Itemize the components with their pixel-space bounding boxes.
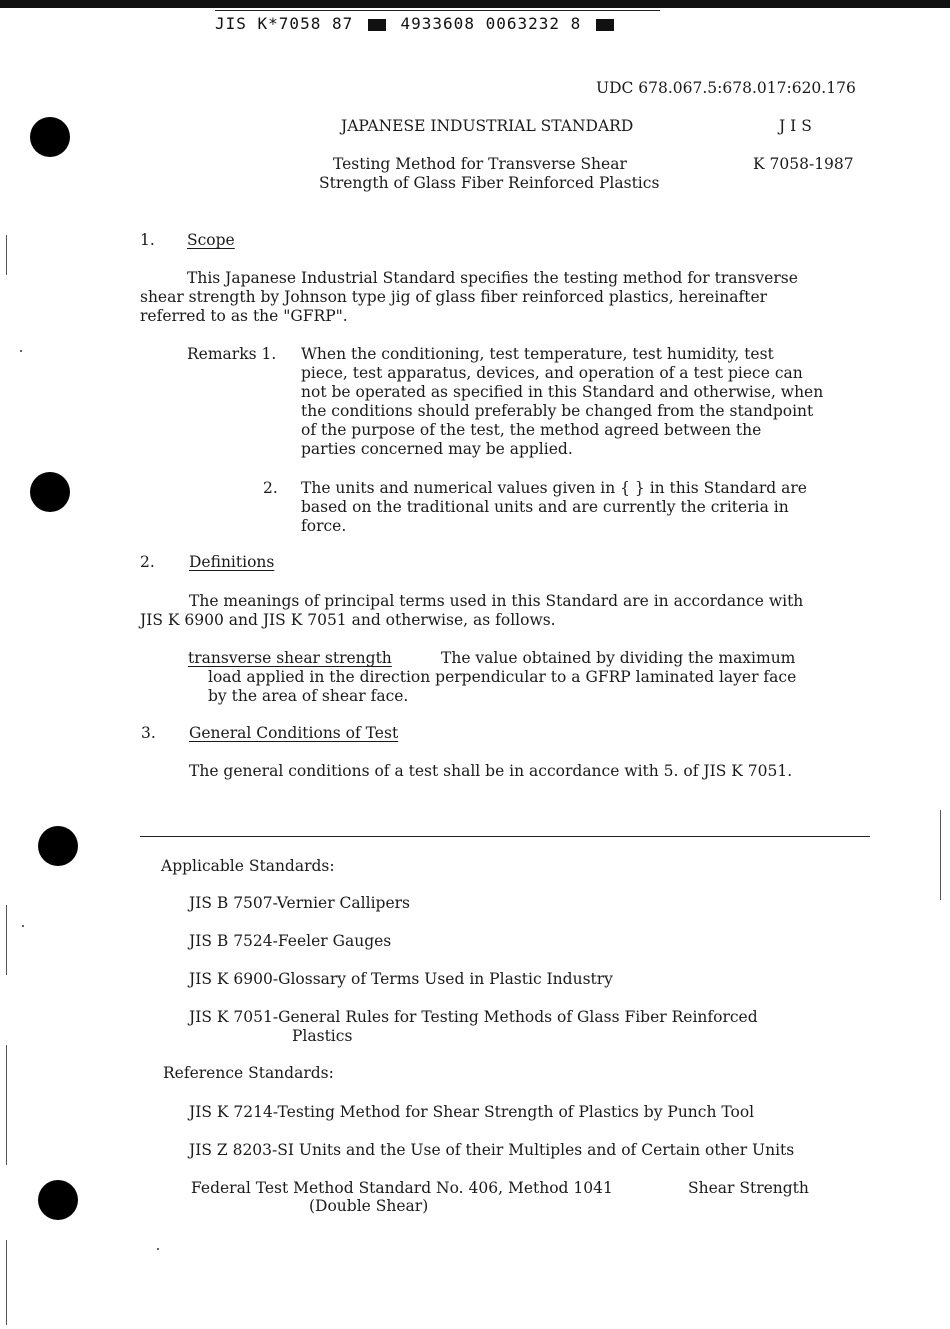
definitions-paragraph xyxy=(140,592,803,630)
scan-edge-mark xyxy=(6,1045,7,1165)
scan-speck xyxy=(22,925,24,927)
applicable-standard-item: JIS B 7507-Vernier Callipers xyxy=(189,894,410,912)
section-2-number: 2. xyxy=(140,553,155,571)
punch-hole-4 xyxy=(38,1180,78,1220)
section-3-heading: General Conditions of Test xyxy=(189,724,399,742)
punch-hole-3 xyxy=(38,826,78,866)
applicable-standard-item: JIS B 7524-Feeler Gauges xyxy=(189,932,392,950)
federal-standard-item: Federal Test Method Standard No. 406, Method 1041 xyxy=(191,1179,613,1197)
document-control-code xyxy=(215,14,618,33)
scope-paragraph xyxy=(140,269,798,326)
remark-2-number: 2. xyxy=(263,479,278,497)
text-line: The meanings of principal terms used in this Standard are in accordance with xyxy=(189,592,804,610)
general-conditions-text: The general conditions of a test shall be in accordance with 5. of JIS K 7051. xyxy=(189,762,793,780)
standard-body: JAPANESE INDUSTRIAL STANDARD xyxy=(341,117,634,135)
text-line: based on the traditional units and are currently the criteria in xyxy=(301,498,789,516)
text-line: When the conditioning, test temperature, test humidity, test xyxy=(301,345,774,363)
text-line: JIS K 6900 and JIS K 7051 and otherwise, as follows. xyxy=(140,611,556,629)
redaction-block-1 xyxy=(368,19,386,31)
header-rule xyxy=(215,10,660,11)
text-line: parties concerned may be applied. xyxy=(301,440,573,458)
scan-speck xyxy=(157,1248,159,1250)
text-line: of the purpose of the test, the method agreed between the xyxy=(301,421,762,439)
udc-number: UDC 678.067.5:678.017:620.176 xyxy=(596,79,856,97)
section-2-heading: Definitions xyxy=(189,553,275,571)
title-line-1: Testing Method for Transverse Shear xyxy=(333,155,627,173)
footnote-divider xyxy=(140,836,870,837)
text-line: This Japanese Industrial Standard specifies the testing method for transverse xyxy=(187,269,798,287)
text-line: shear strength by Johnson type jig of glass fiber reinforced plastics, hereinafter xyxy=(140,288,768,306)
text-line: force. xyxy=(301,517,347,535)
text-line: referred to as the "GFRP". xyxy=(140,307,348,325)
applicable-standard-item: JIS K 6900-Glossary of Terms Used in Plastic Industry xyxy=(189,970,613,988)
remark-1 xyxy=(301,345,823,459)
text-line: load applied in the direction perpendicular to a GFRP laminated layer face xyxy=(208,668,797,686)
applicable-standard-continuation: Plastics xyxy=(292,1027,353,1045)
jis-mark: J I S xyxy=(779,117,812,135)
federal-standard-title: Shear Strength xyxy=(688,1179,809,1197)
punch-hole-2 xyxy=(30,472,70,512)
redaction-block-2 xyxy=(596,19,614,31)
scan-speck xyxy=(20,350,22,352)
defined-term: transverse shear strength xyxy=(188,649,392,667)
definition-first-line: The value obtained by dividing the maximum xyxy=(441,649,796,667)
remark-2 xyxy=(301,479,807,536)
reference-standard-item: JIS Z 8203-SI Units and the Use of their Multiples and of Certain other Units xyxy=(189,1141,795,1159)
section-1-number: 1. xyxy=(140,231,155,249)
section-1-heading: Scope xyxy=(187,231,235,249)
control-code-left: JIS K*7058 87 xyxy=(215,14,354,33)
title-line-2: Strength of Glass Fiber Reinforced Plastics xyxy=(319,174,660,192)
designation: K 7058-1987 xyxy=(753,155,854,173)
control-code-right: 4933608 0063232 8 xyxy=(400,14,582,33)
scan-edge-mark xyxy=(6,1240,7,1325)
applicable-standard-item: JIS K 7051-General Rules for Testing Methods of Glass Fiber Reinforced xyxy=(189,1008,758,1026)
scan-edge-mark xyxy=(6,905,7,975)
scan-edge-mark xyxy=(940,810,941,900)
reference-standard-item: JIS K 7214-Testing Method for Shear Strength of Plastics by Punch Tool xyxy=(189,1103,755,1121)
scan-top-bar xyxy=(0,0,950,8)
remarks-label: Remarks 1. xyxy=(187,345,277,363)
reference-standards-heading: Reference Standards: xyxy=(163,1064,334,1082)
text-line: the conditions should preferably be changed from the standpoint xyxy=(301,402,814,420)
federal-standard-continuation: (Double Shear) xyxy=(309,1197,429,1215)
text-line: not be operated as specified in this Standard and otherwise, when xyxy=(301,383,824,401)
text-line: by the area of shear face. xyxy=(208,687,409,705)
applicable-standards-heading: Applicable Standards: xyxy=(161,857,335,875)
scan-edge-mark xyxy=(6,235,7,275)
definition-continuation xyxy=(208,668,796,706)
text-line: The units and numerical values given in { } in this Standard are xyxy=(301,479,807,497)
text-line: piece, test apparatus, devices, and operation of a test piece can xyxy=(301,364,803,382)
punch-hole-1 xyxy=(30,117,70,157)
section-3-number: 3. xyxy=(141,724,156,742)
